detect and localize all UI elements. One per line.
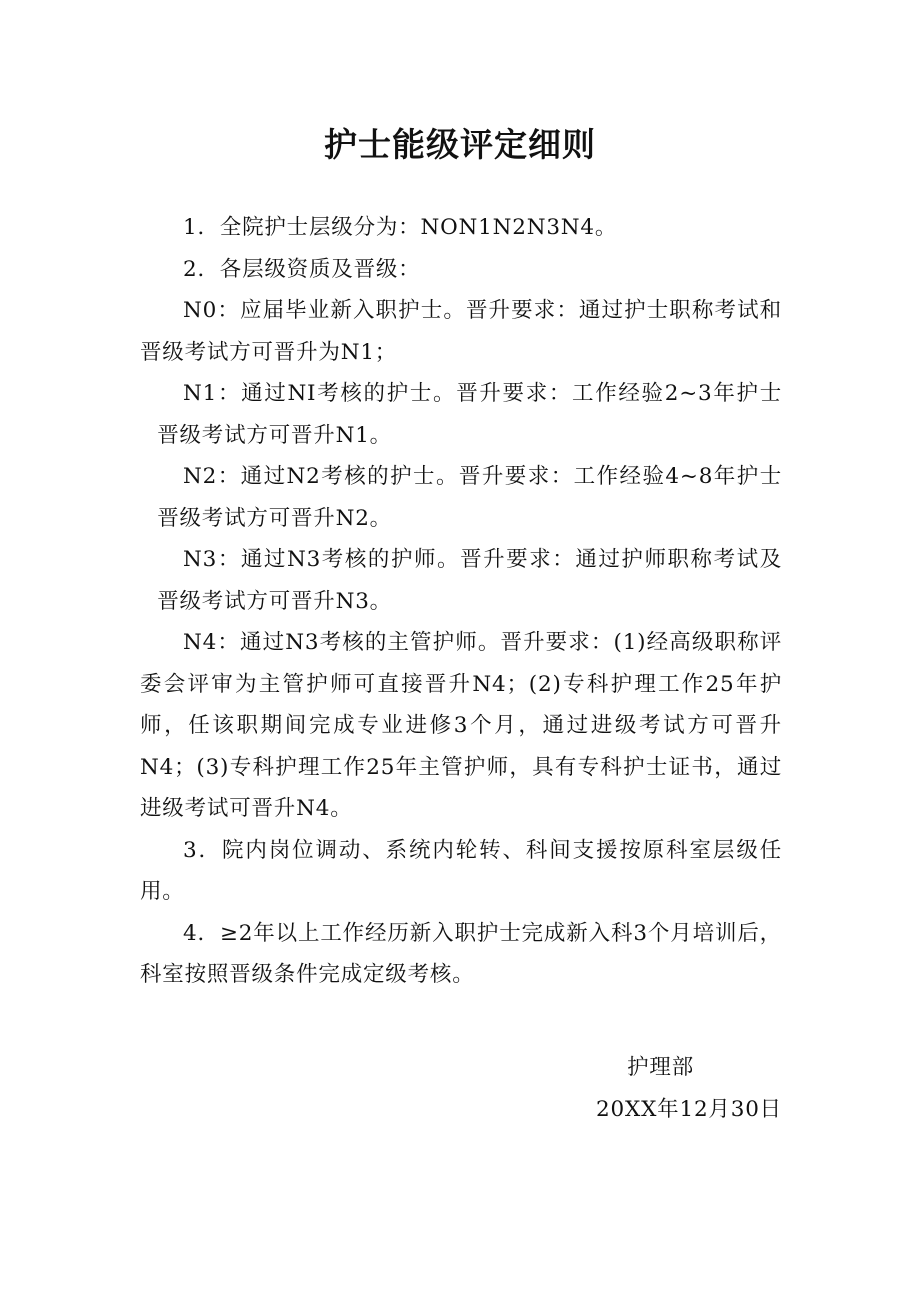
signature-department: 护理部 (627, 1055, 694, 1080)
paragraph-n3: N3：通过N3考核的护师。晋升要求：通过护师职称考试及晋级考试方可晋升N3。 (157, 547, 782, 614)
paragraph-n2: N2：通过N2考核的护士。晋升要求：工作经验4~8年护士晋级考试方可晋升N2。 (157, 464, 782, 531)
signature-date: 20XX年12月30日 (596, 1096, 782, 1122)
document-body (140, 207, 782, 996)
paragraph-2: 2．各层级资质及晋级： (183, 256, 421, 282)
paragraph-4: 4．≥2年以上工作经历新入职护士完成新入科3个月培训后，科室按照晋级条件完成定级考核。 (140, 920, 782, 987)
paragraph-n4: N4：通过N3考核的主管护师。晋升要求：(1)经高级职称评委会评审为主管护师可直接晋升N4；(2)专科护理工作25年护师，任该职期间完成专业进修3个月，通过进级考试方可晋升N4；(3)专科护理工作25年主管护师，具有专科护士证书，通过进级考试可晋升N4。 (140, 630, 782, 821)
paragraph-n0: N0：应届毕业新入职护士。晋升要求：通过护士职称考试和晋级考试方可晋升为N1； (140, 298, 782, 365)
document-title: 护士能级评定细则 (324, 125, 596, 164)
paragraph-n1: N1：通过NI考核的护士。晋升要求：工作经验2~3年护士晋级考试方可晋升N1。 (157, 381, 782, 448)
paragraph-3: 3．院内岗位调动、系统内轮转、科间支援按原科室层级任用。 (140, 837, 782, 904)
paragraph-1: 1．全院护士层级分为：NON1N2N3N4。 (183, 215, 618, 240)
signature-block (596, 1047, 782, 1130)
